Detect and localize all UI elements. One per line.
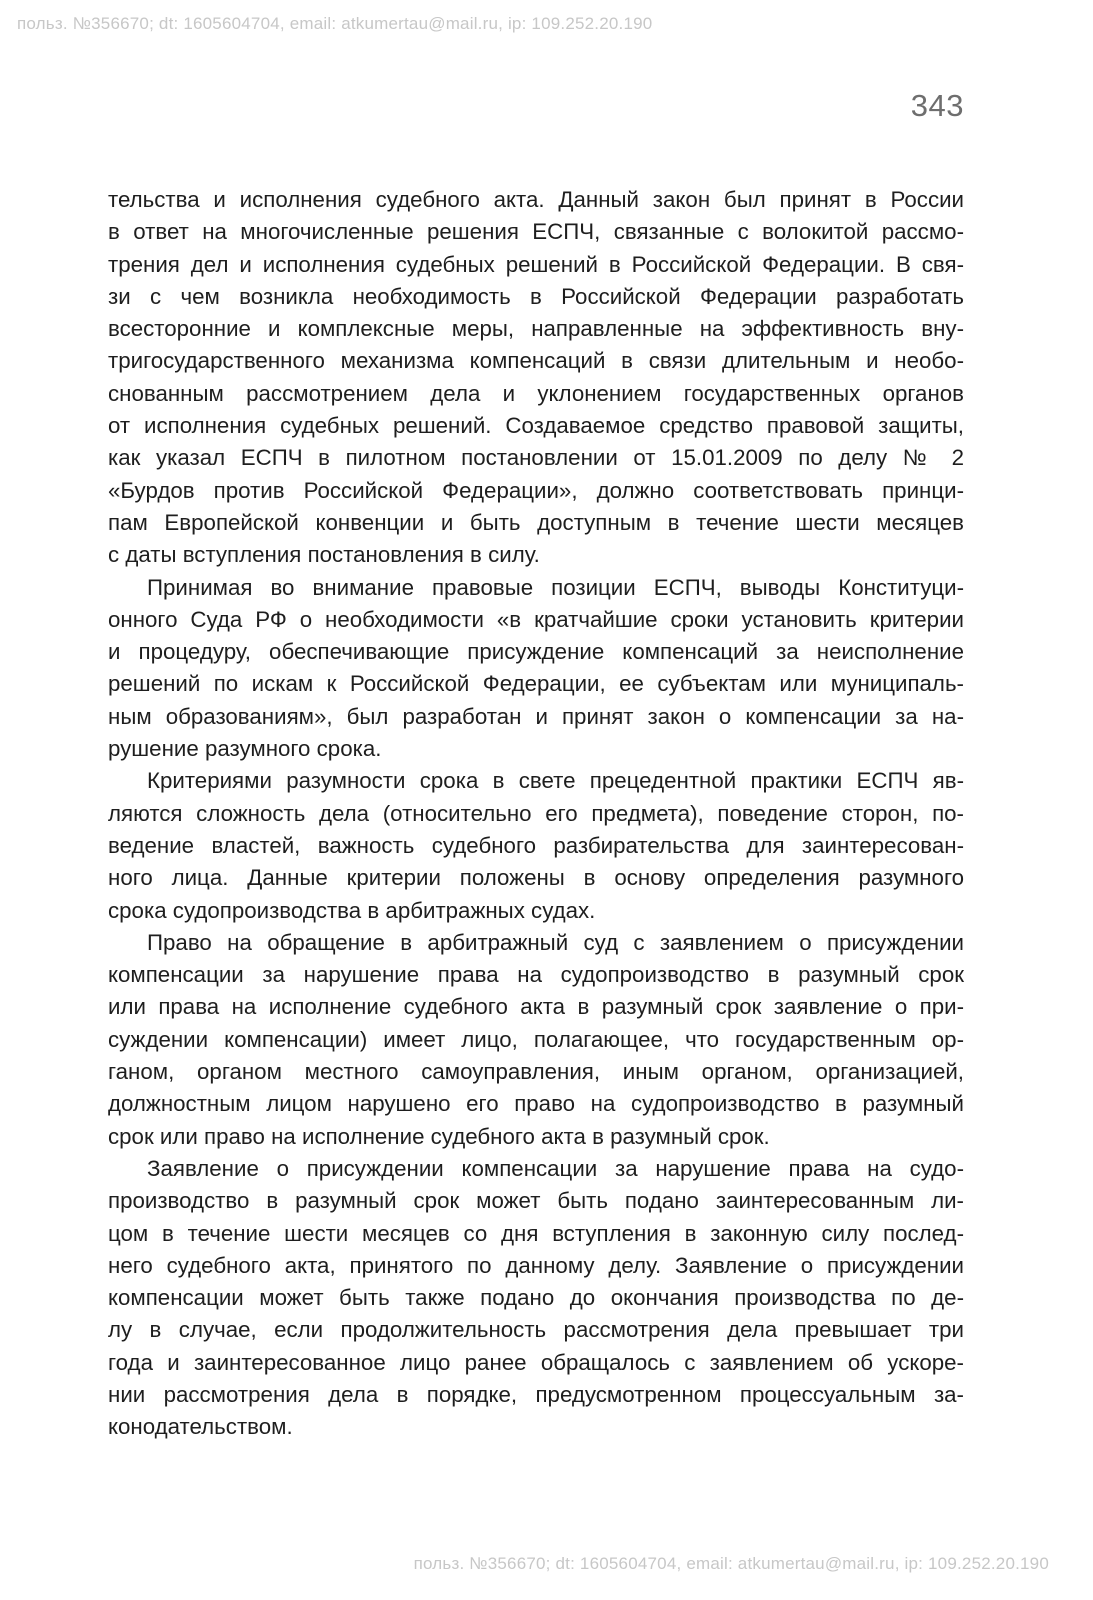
text-line: конодательством. <box>108 1414 293 1440</box>
text-line: онного Суда РФ о необходимости «в кратчайшие сроки установить критерии <box>108 606 964 632</box>
text-line: суждении компенсации) имеет лицо, полагающее, что государственным ор- <box>108 1026 964 1052</box>
text-line: компенсации за нарушение права на судопроизводство в разумный срок <box>108 962 964 988</box>
text-line: снованным рассмотрением дела и уклонением государственных органов <box>108 380 964 406</box>
text-line: ганом, органом местного самоуправления, иным органом, организацией, <box>108 1059 964 1085</box>
text-line: с даты вступления постановления в силу. <box>108 542 540 568</box>
text-line: ным образованиям», был разработан и принят закон о компенсации за на- <box>108 703 964 729</box>
text-line: Заявление о присуждении компенсации за нарушение права на судо- <box>147 1155 964 1181</box>
text-line: решений по искам к Российской Федерации, ее субъектам или муниципаль- <box>108 671 964 697</box>
text-line: производство в разумный срок может быть подано заинтересованным ли- <box>108 1188 964 1214</box>
watermark-bottom: польз. №356670; dt: 1605604704, email: atkumertau@mail.ru, ip: 109.252.20.190 <box>413 1554 1049 1573</box>
text-line: срок или право на исполнение судебного акта в разумный срок. <box>108 1123 770 1149</box>
text-line: тельства и исполнения судебного акта. Данный закон был принят в России <box>108 187 964 212</box>
text-line: в ответ на многочисленные решения ЕСПЧ, связанные с волокитой рассмо- <box>108 219 964 245</box>
text-line: от исполнения судебных решений. Создаваемое средство правовой защиты, <box>108 413 964 439</box>
text-body <box>108 184 964 1444</box>
text-line: Критериями разумности срока в свете прецедентной практики ЕСПЧ яв- <box>147 768 964 794</box>
text-line: ного лица. Данные критерии положены в основу определения разумного <box>108 865 964 891</box>
text-line: трения дел и исполнения судебных решений в Российской Федерации. В свя- <box>108 251 964 277</box>
text-line: лу в случае, если продолжительность рассмотрения дела превышает три <box>108 1317 964 1343</box>
text-line: цом в течение шести месяцев со дня вступления в законную силу послед- <box>108 1220 964 1246</box>
text-line: пам Европейской конвенции и быть доступным в течение шести месяцев <box>108 509 964 535</box>
text-line: как указал ЕСПЧ в пилотном постановлении от 15.01.2009 по делу № 2 <box>108 445 964 471</box>
text-line: тригосударственного механизма компенсаций в связи длительным и необо- <box>108 348 964 374</box>
text-line: ляются сложность дела (относительно его предмета), поведение сторон, по- <box>108 800 964 826</box>
watermark-top: польз. №356670; dt: 1605604704, email: atkumertau@mail.ru, ip: 109.252.20.190 <box>17 14 653 33</box>
text-line: нии рассмотрения дела в порядке, предусмотренном процессуальным за- <box>108 1381 964 1407</box>
text-line: него судебного акта, принятого по данному делу. Заявление о присуждении <box>108 1252 964 1278</box>
text-line: года и заинтересованное лицо ранее обращалось с заявлением об ускоре- <box>108 1349 964 1375</box>
text-line: Право на обращение в арбитражный суд с заявлением о присуждении <box>147 929 964 955</box>
page-number: 343 <box>910 88 964 123</box>
text-line: срока судопроизводства в арбитражных судах. <box>108 897 596 923</box>
text-line: Принимая во внимание правовые позиции ЕСПЧ, выводы Конституци- <box>147 574 964 600</box>
text-line: «Бурдов против Российской Федерации», должно соответствовать принци- <box>108 477 964 503</box>
text-line: зи с чем возникла необходимость в Российской Федерации разработать <box>108 283 964 309</box>
text-line: всесторонние и комплексные меры, направленные на эффективность вну- <box>108 316 964 342</box>
text-line: и процедуру, обеспечивающие присуждение компенсаций за неисполнение <box>108 639 964 665</box>
text-line: компенсации может быть также подано до окончания производства по де- <box>108 1285 964 1311</box>
text-line: или права на исполнение судебного акта в разумный срок заявление о при- <box>108 994 964 1020</box>
text-line: должностным лицом нарушено его право на судопроизводство в разумный <box>108 1091 964 1117</box>
text-line: рушение разумного срока. <box>108 736 382 762</box>
text-line: ведение властей, важность судебного разбирательства для заинтересован- <box>108 832 964 858</box>
